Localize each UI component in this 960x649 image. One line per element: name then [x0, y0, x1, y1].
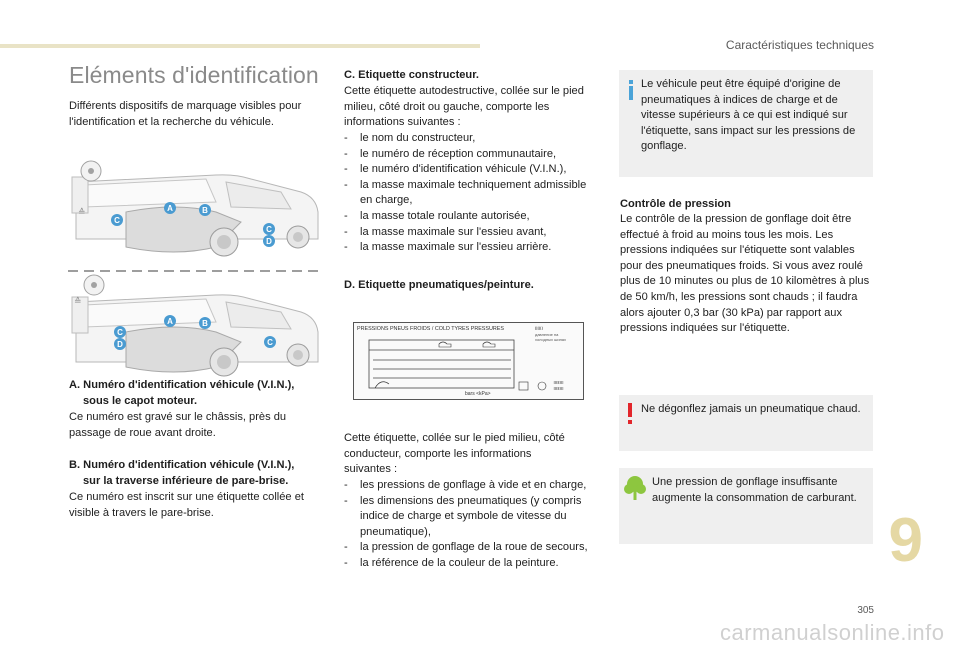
svg-text:C: C [267, 338, 273, 347]
van-top-illustration [72, 161, 318, 256]
page-title: Eléments d'identification [69, 62, 319, 88]
exclamation-warning-icon [625, 403, 635, 425]
eco-note [619, 468, 873, 544]
list-item: - la pression de gonflage de la roue de secours, [344, 540, 590, 556]
svg-text:B: B [202, 319, 208, 328]
marker-c-bottom-left [114, 326, 126, 338]
svg-text:bars <kPa>: bars <kPa> [465, 391, 491, 397]
list-item: - le nom du constructeur, [344, 131, 600, 147]
pressure-body: Le contrôle de la pression de gonflage doit être effectué à froid au moins tous les mois. Les pressions indiquées sur l'étiquette sont valables pour des pneumatiques froids. Si vous avez roulé plus de 10 minutes ou plus de 10 kilomètres à plus de 50 km/h, les pressions sont chauds ; il faudra alors ajouter 0,3 bar (30 kPa) par rapport aux pressions indiquées sur l'étiquette. [620, 213, 870, 335]
chapter-number: 9 [888, 506, 923, 575]
list-item: - les pressions de gonflage à vide et en charge, [344, 478, 590, 494]
svg-text:⌷⌷⌷: ⌷⌷⌷ [535, 326, 544, 331]
marker-b-top [199, 204, 211, 216]
marker-b-bottom [199, 317, 211, 329]
marker-c-top-right [263, 223, 275, 235]
marker-a-top [164, 202, 176, 214]
watermark-text: carmanualsonline.info [720, 620, 945, 645]
svg-text:холодных шинах: холодных шинах [535, 337, 567, 342]
svg-text:C: C [117, 328, 123, 337]
page-number: 305 [857, 605, 874, 616]
section-d-body: Cette étiquette, collée sur le pied milieu, côté conducteur, comporte les informations suivantes : [344, 432, 565, 476]
van-bottom-illustration [72, 275, 318, 376]
svg-text:≙: ≙ [78, 207, 86, 217]
svg-text:D: D [117, 340, 123, 349]
list-item: - les dimensions des pneumatiques (y compris indice de charge et symbole de vitesse du pneumatique), [344, 494, 590, 541]
marker-d-bottom [114, 338, 126, 350]
marker-d-top [263, 235, 275, 247]
eco-leaf-icon [624, 476, 646, 500]
list-item: - la masse maximale sur l'essieu avant, [344, 225, 600, 241]
section-c-heading: C. Etiquette constructeur. [344, 69, 479, 81]
svg-text:C: C [114, 216, 120, 225]
section-b-body: Ce numéro est inscrit sur une étiquette collée et visible à travers le pare-brise. [69, 491, 304, 519]
marker-c-bottom-right [264, 336, 276, 348]
tyre-pressure-label-illustration [353, 322, 584, 400]
svg-text:≙: ≙ [74, 296, 82, 306]
section-d-list [344, 478, 590, 572]
vehicle-illustration [66, 157, 322, 381]
svg-text:D: D [266, 237, 272, 246]
header-rule [0, 44, 480, 48]
warning-note [619, 395, 873, 451]
list-item: - la masse maximale sur l'essieu arrière. [344, 240, 600, 256]
warning-note-text: Ne dégonflez jamais un pneumatique chaud. [641, 403, 861, 415]
svg-text:A: A [167, 204, 173, 213]
list-item: - la masse totale roulante autorisée, [344, 209, 600, 225]
svg-text:PRESSIONS PNEUS FROIDS / COLD: PRESSIONS PNEUS FROIDS / COLD TYRES PRESSURES [357, 326, 504, 332]
info-note-text: Le véhicule peut être équipé d'origine de pneumatiques à indices de charge et de vitesse supérieurs à ce qui est indiqué sur l'étiquette, sans impact sur les pressions de gonflage. [641, 78, 856, 153]
section-b-heading: B. Numéro d'identification véhicule (V.I.N.), sur la traverse inférieure de pare-brise. [69, 459, 295, 487]
list-item: - le numéro de réception communautaire, [344, 147, 600, 163]
section-c-body: Cette étiquette autodestructive, collée sur le pied milieu, côté droit ou gauche, comporte les informations suivantes : [344, 85, 584, 129]
list-item: - la masse maximale techniquement admissible en charge, [344, 178, 600, 209]
section-c-list [344, 131, 600, 256]
section-a-heading: A. Numéro d'identification véhicule (V.I.N.), sous le capot moteur. [69, 379, 295, 407]
svg-text:⌷⌷⌷⌷: ⌷⌷⌷⌷ [554, 380, 564, 385]
section-d-heading: D. Etiquette pneumatiques/peinture. [344, 279, 534, 291]
svg-text:давление на: давление на [535, 332, 559, 337]
list-item: - le numéro d'identification véhicule (V.I.N.), [344, 162, 600, 178]
pressure-heading: Contrôle de pression [620, 198, 731, 210]
svg-text:C: C [266, 225, 272, 234]
info-note [619, 70, 873, 177]
marker-c-top-left [111, 214, 123, 226]
svg-text:A: A [167, 317, 173, 326]
info-icon [626, 80, 636, 100]
svg-text:⌷⌷⌷⌷: ⌷⌷⌷⌷ [554, 386, 564, 391]
list-item: - la référence de la couleur de la peinture. [344, 556, 590, 572]
section-a-body: Ce numéro est gravé sur le châssis, près du passage de roue avant droite. [69, 411, 287, 439]
marker-a-bottom [164, 315, 176, 327]
svg-text:B: B [202, 206, 208, 215]
section-header: Caractéristiques techniques [725, 38, 874, 52]
intro-text: Différents dispositifs de marquage visibles pour l'identification et la recherche du véhicule. [69, 100, 302, 128]
eco-note-text: Une pression de gonflage insuffisante augmente la consommation de carburant. [652, 476, 857, 504]
